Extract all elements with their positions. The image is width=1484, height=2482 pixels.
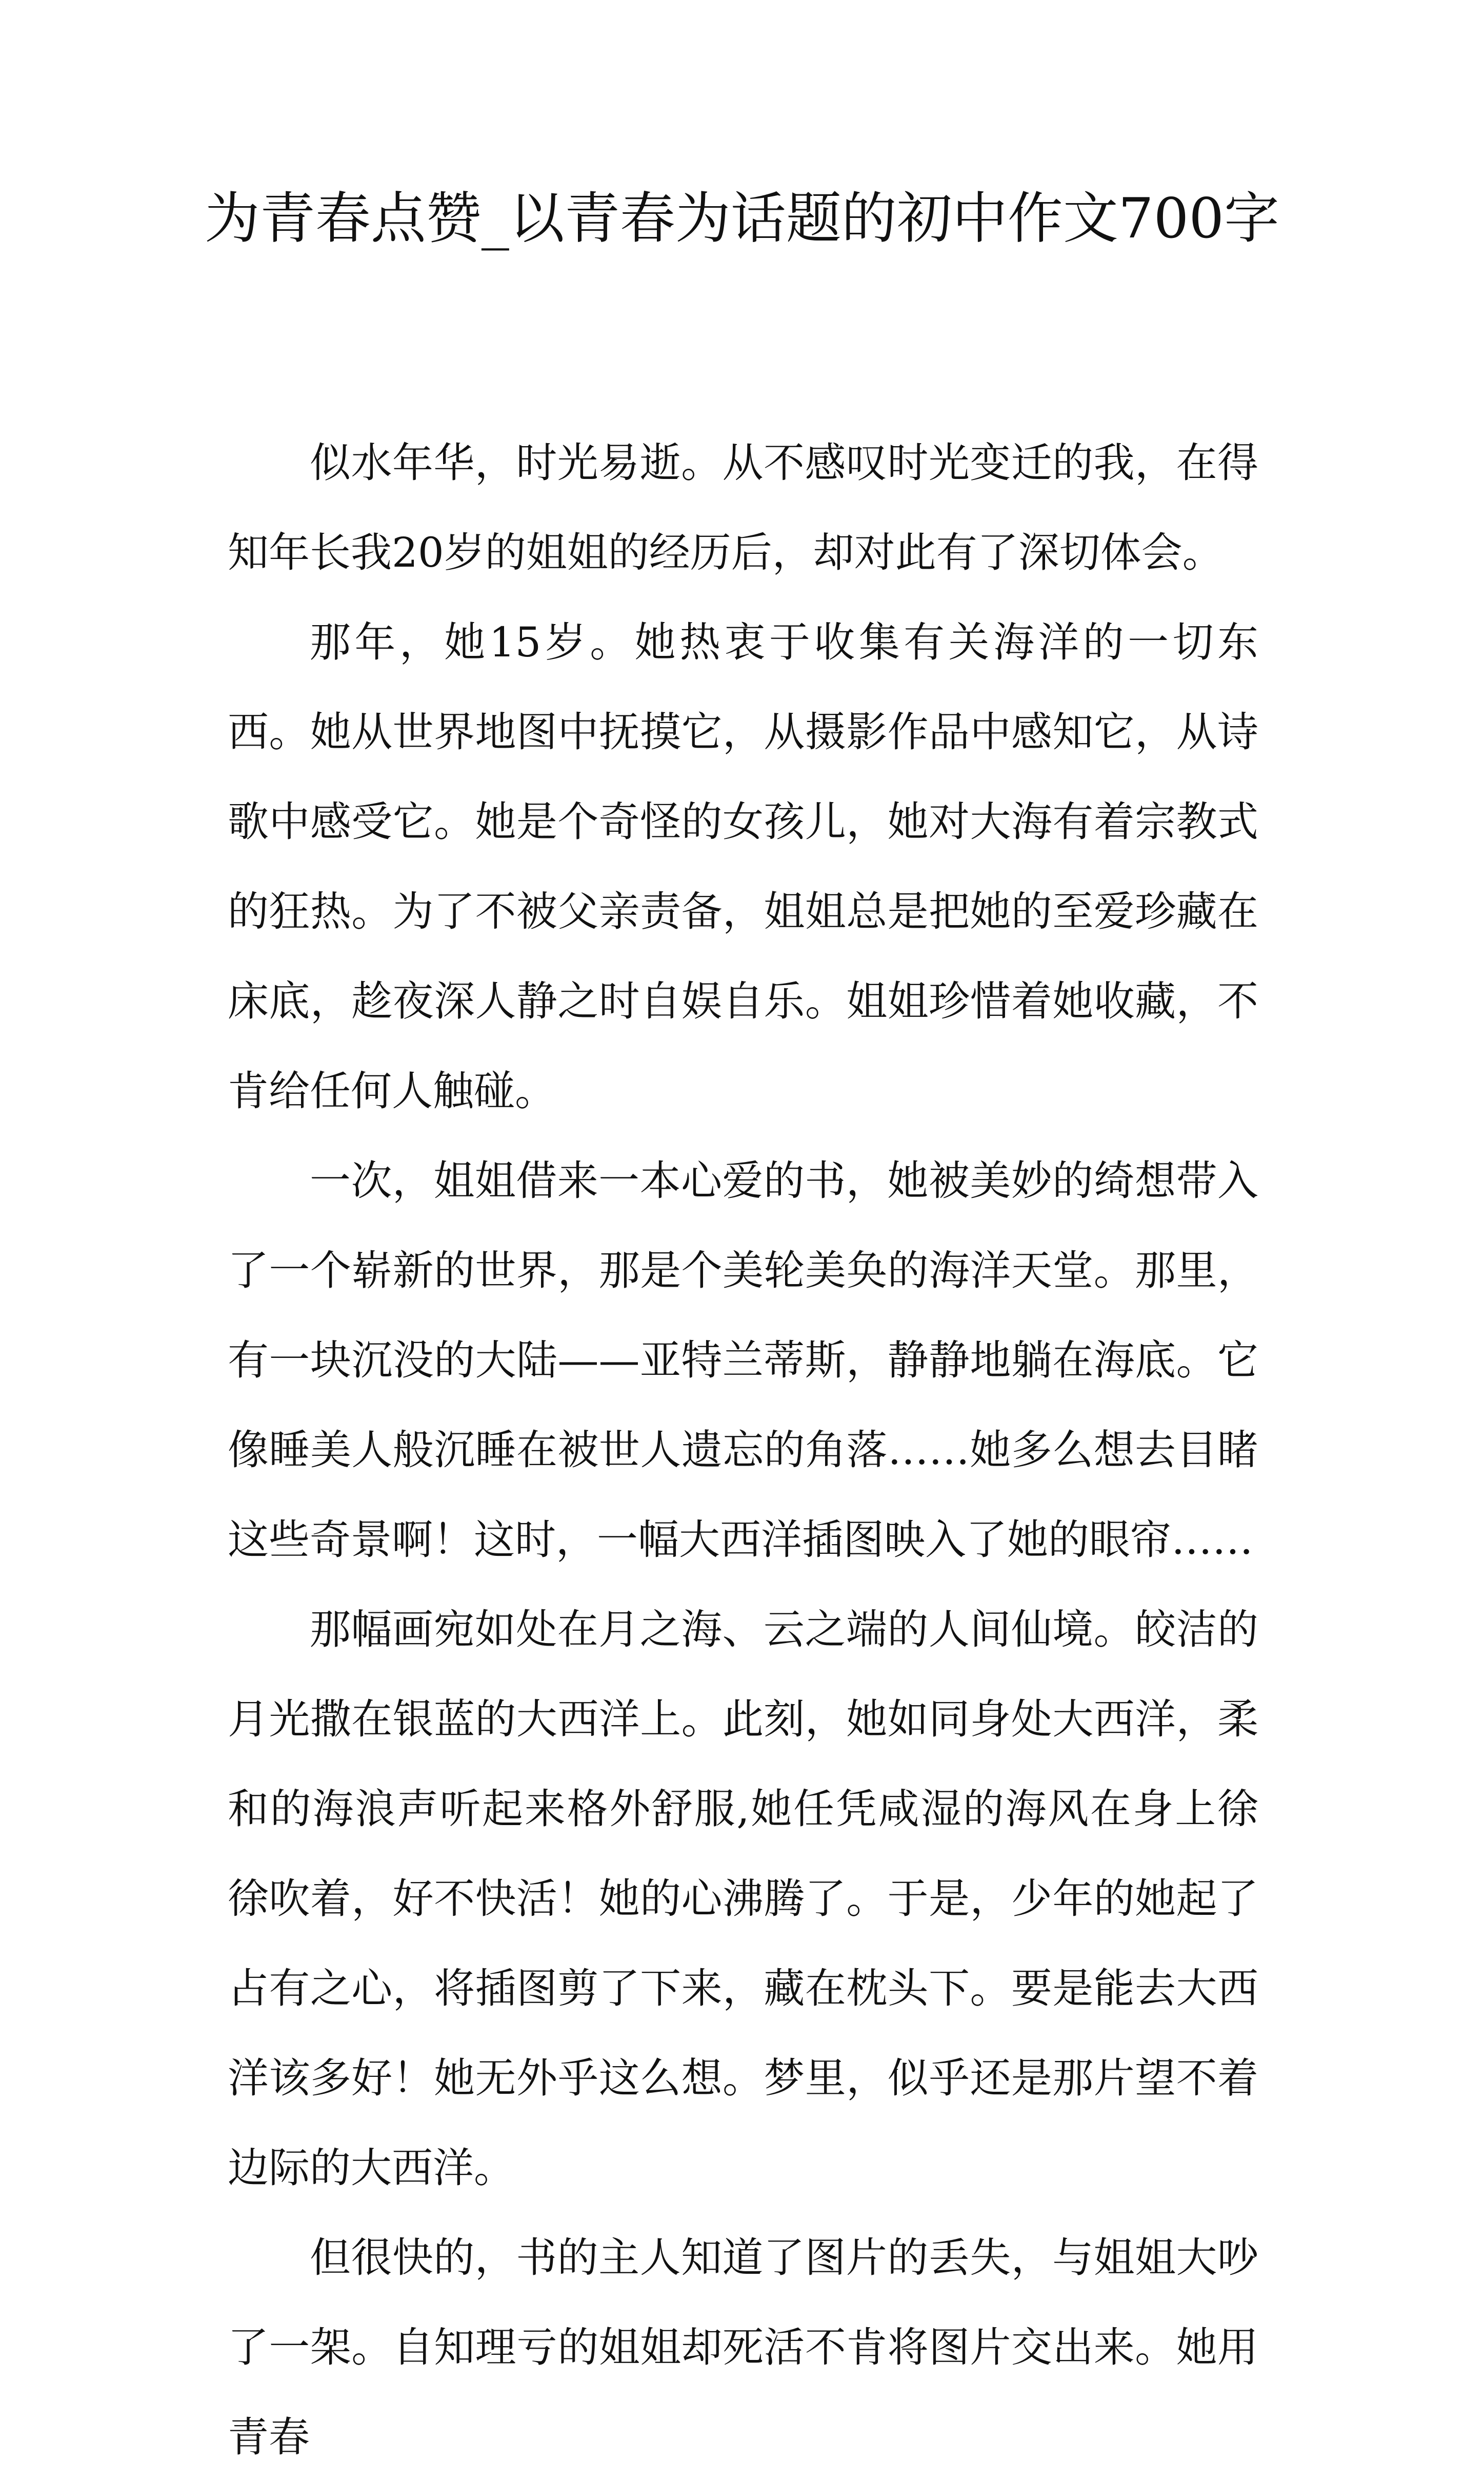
document-title: 为青春点赞_以青春为话题的初中作文700字 (204, 187, 1280, 251)
document-body (228, 418, 1258, 2482)
paragraph: 一次，姐姐借来一本心爱的书，她被美妙的绮想带入了一个崭新的世界，那是个美轮美奂的海洋天堂。那里，有一块沉没的大陆——亚特兰蒂斯，静静地躺在海底。它像睡美人般沉睡在被世人遗忘的角落……她多么想去目睹这些奇景啊！这时，一幅大西洋插图映入了她的眼帘…… (228, 1157, 1258, 1564)
paragraph: 似水年华，时光易逝。从不感叹时光变迁的我，在得知年长我20岁的姐姐的经历后，却对此有了深切体会。 (228, 439, 1258, 576)
paragraph: 那幅画宛如处在月之海、云之端的人间仙境。皎洁的月光撒在银蓝的大西洋上。此刻，她如同身处大西洋，柔和的海浪声听起来格外舒服,她任凭咸湿的海风在身上徐徐吹着，好不快活！她的心沸腾了。于是，少年的她起了占有之心，将插图剪了下来，藏在枕头下。要是能去大西洋该多好！她无外乎这么想。梦里，似乎还是那片望不着边际的大西洋。 (228, 1606, 1258, 2192)
paragraph: 那年，她15岁。她热衷于收集有关海洋的一切东西。她从世界地图中抚摸它，从摄影作品中感知它，从诗歌中感受它。她是个奇怪的女孩儿，她对大海有着宗教式的狂热。为了不被父亲责备，姐姐总是把她的至爱珍藏在床底，趁夜深人静之时自娱自乐。姐姐珍惜着她收藏，不肯给任何人触碰。 (228, 618, 1258, 1115)
paragraph: 但很快的，书的主人知道了图片的丢失，与姐姐大吵了一架。自知理亏的姐姐却死活不肯将图片交出来。她用青春 (228, 2234, 1258, 2461)
